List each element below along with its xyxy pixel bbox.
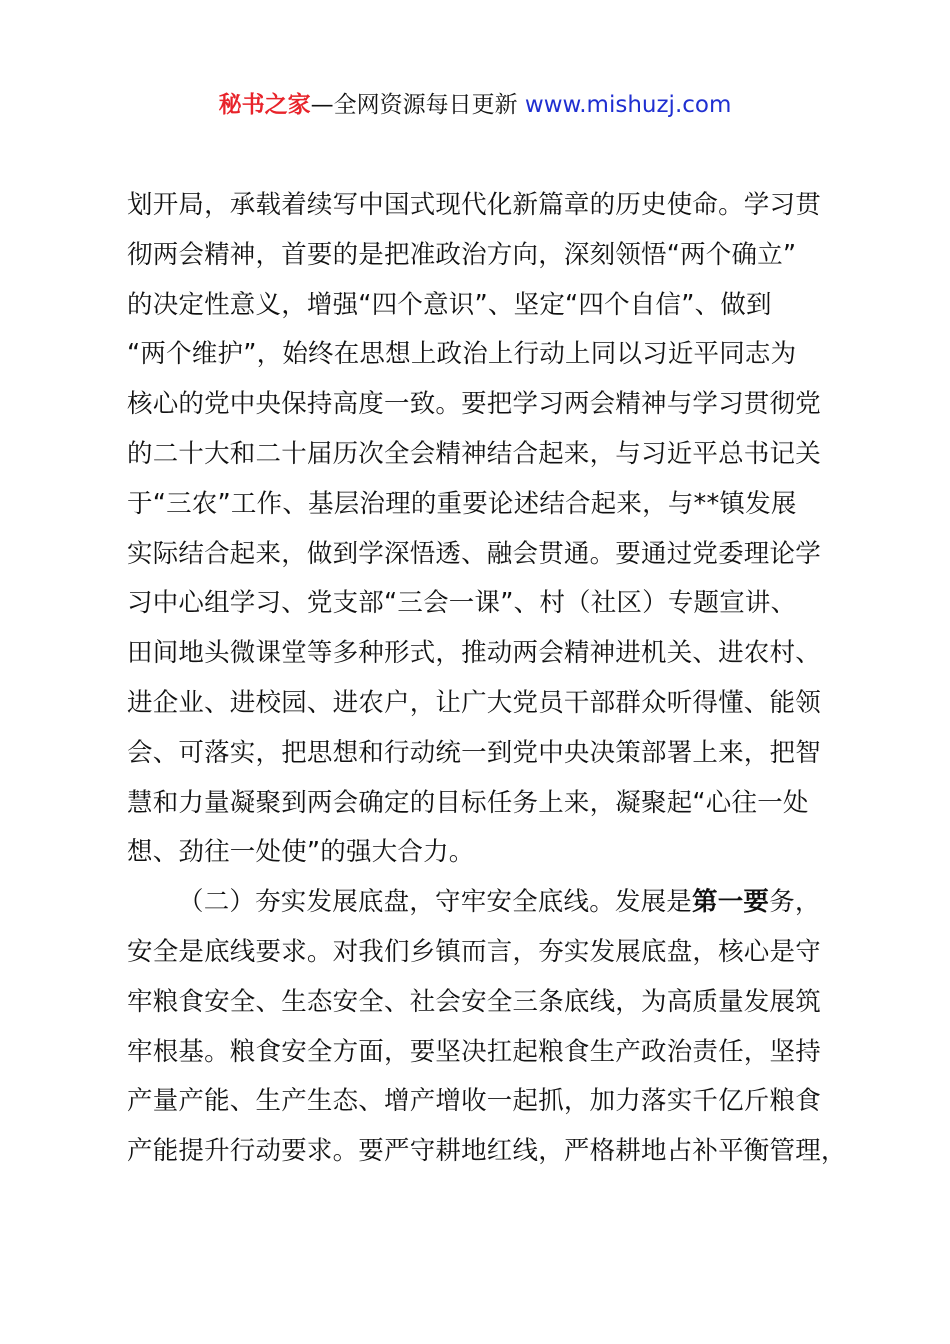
body-line: 于“三农”工作、基层治理的重要论述结合起来，与**镇发展	[127, 488, 797, 519]
header-tagline: —全网资源每日更新	[310, 92, 525, 118]
body-line: 彻两会精神，首要的是把准政治方向，深刻领悟“两个确立”	[127, 239, 797, 270]
section-heading-line	[127, 878, 835, 928]
body-line: 会、可落实，把思想和行动统一到党中央决策部署上来，把智	[127, 737, 821, 768]
body-line: “两个维护”，始终在思想上政治上行动上同以习近平同志为	[127, 339, 797, 370]
body-line: 牢粮食安全、生态安全、社会安全三条底线，为高质量发展筑	[127, 986, 821, 1017]
section-heading-text: （二）夯实发展底盘，守牢安全底线。发展是	[178, 887, 693, 918]
document-body	[127, 181, 847, 1177]
body-line: 安全是底线要求。对我们乡镇而言，夯实发展底盘，核心是守	[127, 936, 821, 967]
body-line: 牢根基。粮食安全方面，要坚决扛起粮食生产政治责任，坚持	[127, 1036, 821, 1067]
body-line: 核心的党中央保持高度一致。要把学习两会精神与学习贯彻党	[127, 389, 821, 420]
site-url-link[interactable]: www.mishuzj.com	[524, 92, 732, 118]
page-header	[0, 88, 950, 122]
body-line: 进企业、进校园、进农户，让广大党员干部群众听得懂、能领	[127, 687, 821, 718]
body-line: 的二十大和二十届历次全会精神结合起来，与习近平总书记关	[127, 438, 821, 469]
body-line: 产量产能、生产生态、增产增收一起抓，加力落实千亿斤粮食	[127, 1086, 821, 1117]
brand-name: 秘书之家	[218, 92, 311, 118]
bold-emphasis: 第一要	[692, 887, 770, 918]
body-line: 想、劲往一处使”的强大合力。	[127, 837, 475, 868]
body-line: 产能提升行动要求。要严守耕地红线，严格耕地占补平衡管理，	[127, 1136, 847, 1167]
body-line: 习中心组学习、党支部“三会一课”、村（社区）专题宣讲、	[127, 588, 797, 619]
section-heading-tail: 务，	[769, 887, 821, 918]
body-line: 的决定性意义，增强“四个意识”、坚定“四个自信”、做到	[127, 289, 772, 320]
body-line: 田间地头微课堂等多种形式，推动两会精神进机关、进农村、	[127, 638, 821, 669]
body-line: 慧和力量凝聚到两会确定的目标任务上来，凝聚起“心往一处	[127, 787, 809, 818]
body-line: 划开局，承载着续写中国式现代化新篇章的历史使命。学习贯	[127, 190, 821, 220]
body-line: 实际结合起来，做到学深悟透、融会贯通。要通过党委理论学	[127, 538, 821, 569]
